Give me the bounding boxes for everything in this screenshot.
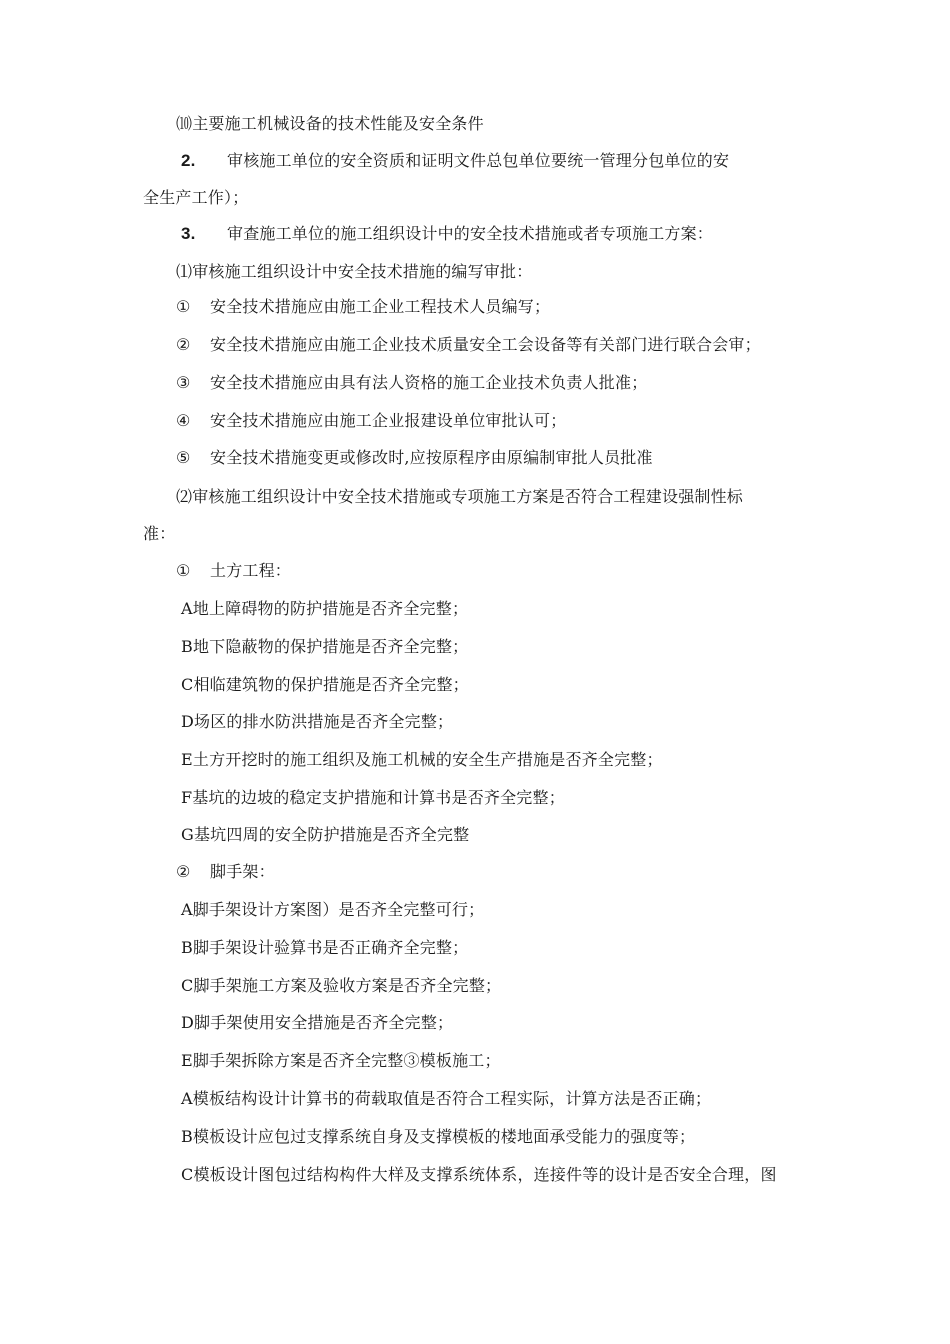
list-item: C相临建筑物的保护措施是否齐全完整； bbox=[181, 675, 469, 694]
list-item: ⑤ 安全技术措施变更或修改时,应按原程序由原编制审批人员批准 bbox=[176, 448, 653, 467]
item-marker: ② bbox=[176, 862, 191, 881]
list-item: C模板设计图包过结构构件大样及支撑系统体系，连接件等的设计是否安全合理，图 bbox=[181, 1165, 777, 1184]
list-item: E脚手架拆除方案是否齐全完整③模板施工； bbox=[181, 1051, 501, 1070]
text-line: 准： bbox=[143, 524, 176, 543]
list-item: ② 安全技术措施应由施工企业技术质量安全工会设备等有关部门进行联合会审； bbox=[176, 335, 761, 354]
list-item: D脚手架使用安全措施是否齐全完整； bbox=[181, 1013, 454, 1032]
list-item: ③ 安全技术措施应由具有法人资格的施工企业技术负责人批准； bbox=[176, 373, 648, 392]
list-item: ① 安全技术措施应由施工企业工程技术人员编写； bbox=[176, 297, 551, 316]
item-marker: ⑤ bbox=[176, 448, 191, 467]
list-item: ② 脚手架： bbox=[176, 862, 275, 881]
list-item: B脚手架设计验算书是否正确齐全完整； bbox=[181, 938, 469, 957]
item-marker: ② bbox=[176, 335, 191, 354]
item-marker: ④ bbox=[176, 411, 191, 430]
list-item: ① 土方工程： bbox=[176, 561, 292, 580]
list-item: B模板设计应包过支撑系统自身及支撑模板的楼地面承受能力的强度等； bbox=[181, 1127, 696, 1146]
list-item: C脚手架施工方案及验收方案是否齐全完整； bbox=[181, 976, 502, 995]
text-line: 全生产工作）； bbox=[143, 188, 249, 207]
item-marker: ③ bbox=[176, 373, 191, 392]
list-item: D场区的排水防洪措施是否齐全完整； bbox=[181, 712, 454, 731]
text-line: ⑽主要施工机械设备的技术性能及安全条件 bbox=[176, 114, 484, 133]
list-item: G基坑四周的安全防护措施是否齐全完整 bbox=[181, 825, 470, 844]
list-item: B地下隐蔽物的保护措施是否齐全完整； bbox=[181, 637, 469, 656]
text-line: ⑴审核施工组织设计中安全技术措施的编写审批： bbox=[176, 262, 533, 281]
item-number: 3. bbox=[181, 224, 196, 243]
text-line: ⑵审核施工组织设计中安全技术措施或专项施工方案是否符合工程建设强制性标 bbox=[176, 487, 744, 506]
item-number: 2. bbox=[181, 151, 196, 170]
list-item: F基坑的边坡的稳定支护措施和计算书是否齐全完整； bbox=[181, 788, 565, 807]
item-marker: ① bbox=[176, 561, 191, 580]
list-item: A模板结构设计计算书的荷载取值是否符合工程实际，计算方法是否正确； bbox=[181, 1089, 712, 1108]
list-item: A脚手架设计方案图）是否齐全完整可行； bbox=[181, 900, 485, 919]
list-item: A地上障碍物的防护措施是否齐全完整； bbox=[181, 599, 469, 618]
list-item: 2. 审核施工单位的安全资质和证明文件总包单位要统一管理分包单位的安 bbox=[181, 151, 730, 170]
list-item: E土方开挖时的施工组织及施工机械的安全生产措施是否齐全完整； bbox=[181, 750, 663, 769]
list-item: 3. 审查施工单位的施工组织设计中的安全技术措施或者专项施工方案： bbox=[181, 224, 714, 243]
item-marker: ① bbox=[176, 297, 191, 316]
list-item: ④ 安全技术措施应由施工企业报建设单位审批认可； bbox=[176, 411, 567, 430]
